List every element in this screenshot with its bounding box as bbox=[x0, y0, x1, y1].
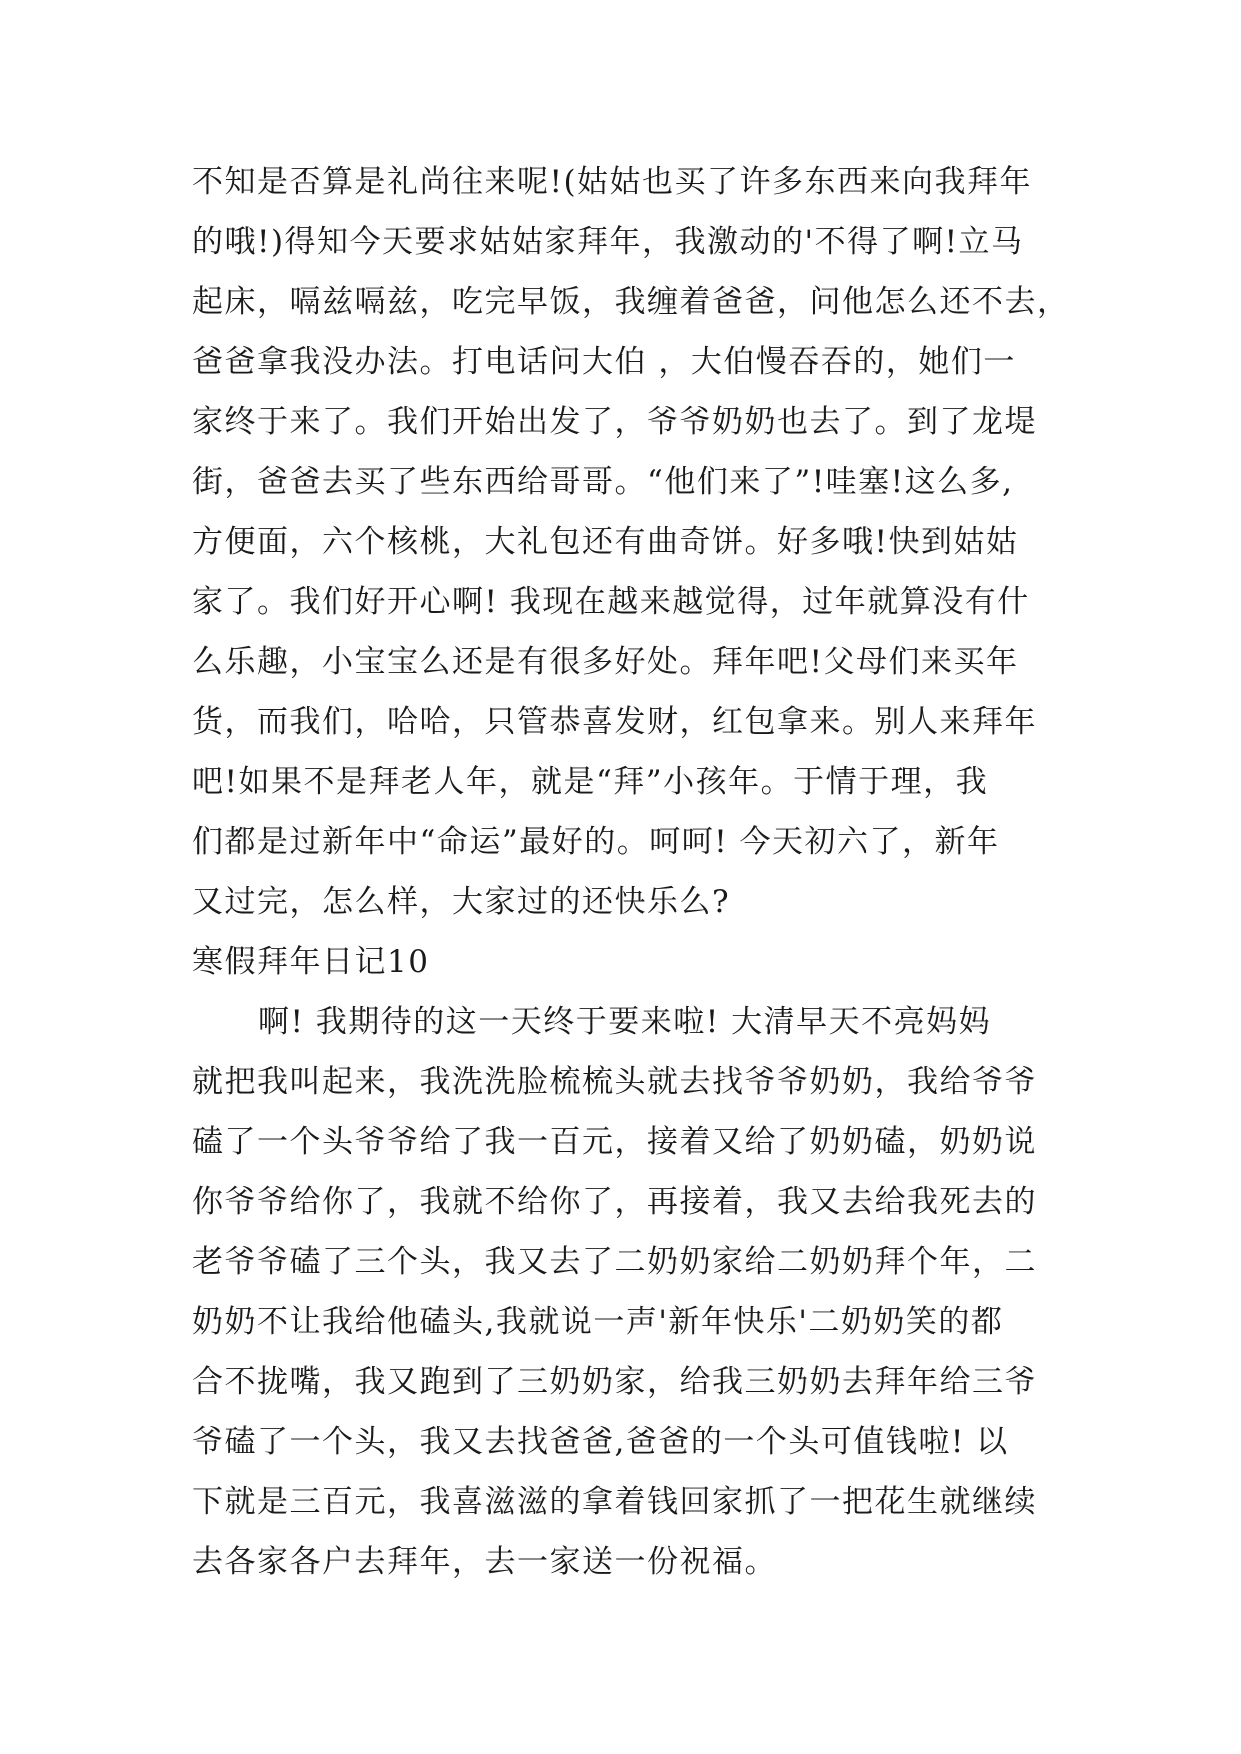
text-line: 方便面，六个核桃，大礼包还有曲奇饼。好多哦!快到姑姑 bbox=[192, 524, 1019, 560]
text-line: 又过完，怎么样，大家过的还快乐么? bbox=[192, 884, 731, 920]
text-line: 不知是否算是礼尚往来呢!(姑姑也买了许多东西来向我拜年 bbox=[192, 164, 1033, 200]
text-line: 合不拢嘴，我又跑到了三奶奶家，给我三奶奶去拜年给三爷 bbox=[192, 1364, 1037, 1400]
text-line: 就把我叫起来，我洗洗脸梳梳头就去找爷爷奶奶，我给爷爷 bbox=[192, 1064, 1037, 1100]
text-line: 家了。我们好开心啊! 我现在越来越觉得，过年就算没有什 bbox=[192, 584, 1030, 620]
text-line: 你爷爷给你了，我就不给你了，再接着，我又去给我死去的 bbox=[192, 1184, 1037, 1220]
text-line: 家终于来了。我们开始出发了，爷爷奶奶也去了。到了龙堤 bbox=[192, 404, 1037, 440]
text-line: 去各家各户去拜年，去一家送一份祝福。 bbox=[192, 1544, 777, 1580]
diary-paragraph bbox=[192, 992, 1062, 1592]
text-line: 么乐趣，小宝宝么还是有很多好处。拜年吧!父母们来买年 bbox=[192, 644, 1019, 680]
section-heading: 寒假拜年日记10 bbox=[192, 944, 430, 980]
diary-paragraph bbox=[192, 152, 1070, 932]
text-line: 啊! 我期待的这一天终于要来啦! 大清早天不亮妈妈 bbox=[258, 1004, 992, 1040]
text-line: 货，而我们，哈哈，只管恭喜发财，红包拿来。别人来拜年 bbox=[192, 704, 1037, 740]
text-line: 老爷爷磕了三个头，我又去了二奶奶家给二奶奶拜个年，二 bbox=[192, 1244, 1037, 1280]
text-line: 下就是三百元，我喜滋滋的拿着钱回家抓了一把花生就继续 bbox=[192, 1484, 1037, 1520]
document-body bbox=[192, 152, 1070, 1592]
text-line: 吧!如果不是拜老人年，就是“拜”小孩年。于情于理，我 bbox=[192, 764, 989, 800]
text-line: 街，爸爸去买了些东西给哥哥。“他们来了”!哇塞!这么多, bbox=[192, 464, 1014, 500]
text-line: 磕了一个头爷爷给了我一百元，接着又给了奶奶磕，奶奶说 bbox=[192, 1124, 1037, 1160]
text-line: 的哦!)得知今天要求姑姑家拜年，我激动的'不得了啊!立马 bbox=[192, 224, 1024, 260]
text-line: 们都是过新年中“命运”最好的。呵呵! 今天初六了，新年 bbox=[192, 824, 1000, 860]
text-line: 奶奶不让我给他磕头,我就说一声'新年快乐'二奶奶笑的都 bbox=[192, 1304, 1004, 1340]
text-line: 起床，嗝兹嗝兹，吃完早饭，我缠着爸爸，问他怎么还不去， bbox=[192, 284, 1070, 320]
text-line: 爷磕了一个头，我又去找爸爸,爸爸的一个头可值钱啦! 以 bbox=[192, 1424, 1009, 1460]
text-line: 爸爸拿我没办法。打电话问大伯 ，大伯慢吞吞的，她们一 bbox=[192, 344, 1016, 380]
